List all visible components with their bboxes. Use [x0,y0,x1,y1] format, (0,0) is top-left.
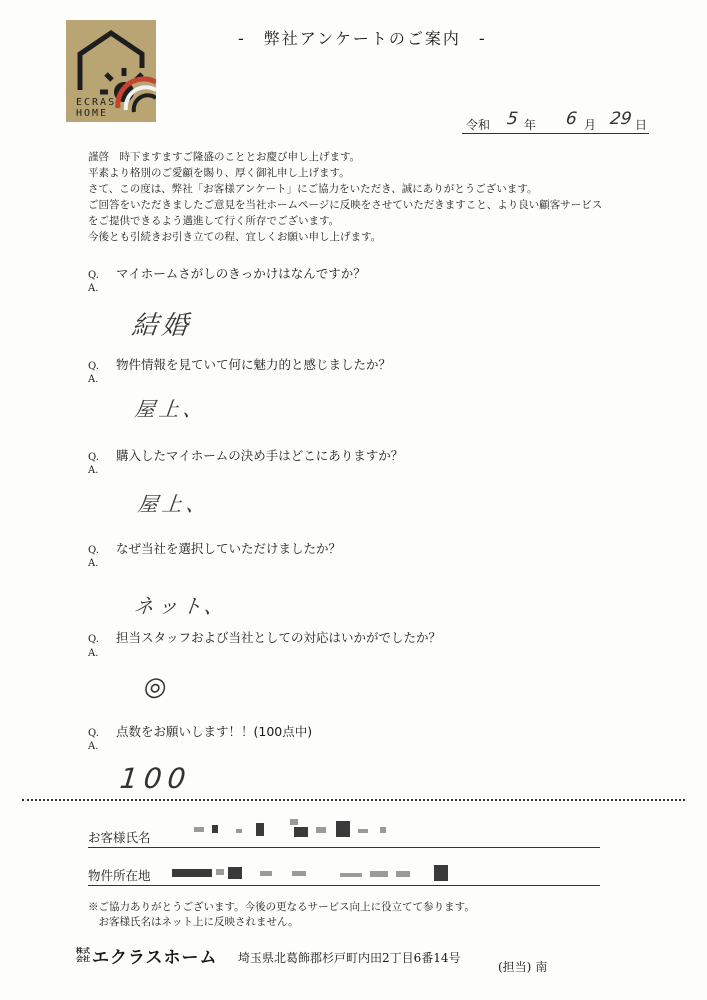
answer-6: 100 [118,762,194,795]
question-text: 点数をお願いします！！(100点中) [116,724,313,739]
date-year: 5 [505,109,519,129]
footnote-line: ※ご協力ありがとうございます。今後の更なるサービス向上に役立てて参ります。 [88,901,475,913]
dotted-separator [22,799,685,801]
company-name: エクラスホーム [92,948,218,968]
name-redacted [190,815,410,845]
page-title: - 弊社アンケートのご案内 - [238,29,487,48]
question-text: 物件情報を見ていて何に魅力的と感じましたか？ [116,357,392,372]
intro-line: 今後とも引続きお引き立ての程、宜しくお願い申し上げます。 [88,231,382,243]
name-field-label: お客様氏名 [88,830,151,845]
company-prefix: 株式会社 [76,947,90,963]
intro-line: 謹啓 時下ますますご隆盛のこととお慶び申し上げます。 [88,151,361,163]
date-day-unit: 日 [635,118,648,132]
a-marker: A. [88,741,99,752]
staff-info [498,958,547,975]
question-text: 購入したマイホームの決め手はどこにありますか？ [116,448,404,463]
question-3 [88,446,403,464]
question-5 [88,628,441,646]
question-2 [88,355,391,373]
company-logo [66,20,156,122]
intro-paragraph [88,149,602,245]
address-redacted [172,855,472,885]
question-1 [88,264,366,282]
question-4 [88,539,341,557]
date-month: 6 [564,109,578,129]
address-field-label: 物件所在地 [88,868,151,883]
a-marker: A. [88,374,99,385]
answer-2: 屋上、 [133,397,209,421]
date-year-unit: 年 [524,118,537,132]
intro-line: 平素より格別のご愛顧を賜り、厚く御礼申し上げます。 [88,167,350,179]
logo-text-line1: ECRAS [76,97,117,108]
answer-3: 屋上、 [136,492,212,516]
q-marker: Q. [88,728,99,739]
footnote [88,900,475,930]
question-text: なぜ当社を選択していただけましたか？ [116,541,342,556]
q-marker: Q. [88,545,99,556]
q-marker: Q. [88,452,99,463]
answer-5: ◎ [142,672,173,702]
a-marker: A. [88,648,99,659]
q-marker: Q. [88,361,99,372]
a-marker: A. [88,558,99,569]
date-day: 29 [608,109,633,129]
footnote-line: お客様氏名はネット上に反映されません。 [88,916,299,928]
date-underline [462,133,649,134]
intro-line: ご回答をいただきましたご意見を当社ホームページに反映をさせていただきますこと、より良い顧客サービス [88,199,603,211]
answer-4: ネット、 [132,594,230,618]
q-marker: Q. [88,270,99,281]
staff-label: (担当) [498,960,532,974]
intro-line: さて、この度は、弊社「お客様アンケート」にご協力をいただき、誠にありがとうございます。 [88,183,538,195]
date-era: 令和 [466,118,491,132]
staff-name: 南 [535,960,548,974]
question-text: 担当スタッフおよび当社としての対応はいかがでしたか？ [116,630,442,645]
date-month-unit: 月 [584,118,597,132]
a-marker: A. [88,283,99,294]
a-marker: A. [88,465,99,476]
answer-1: 結婚 [130,311,194,341]
question-text: マイホームさがしのきっかけはなんですか？ [116,266,366,281]
q-marker: Q. [88,634,99,645]
address-field-underline [88,885,600,886]
name-field-underline [88,847,600,848]
company-address: 埼玉県北葛飾郡杉戸町内田2丁目6番14号 [238,951,461,965]
intro-line: をご提供できるよう邁進して行く所存でございます。 [88,215,340,227]
logo-text-line2: HOME [76,108,109,119]
question-6 [88,722,312,740]
